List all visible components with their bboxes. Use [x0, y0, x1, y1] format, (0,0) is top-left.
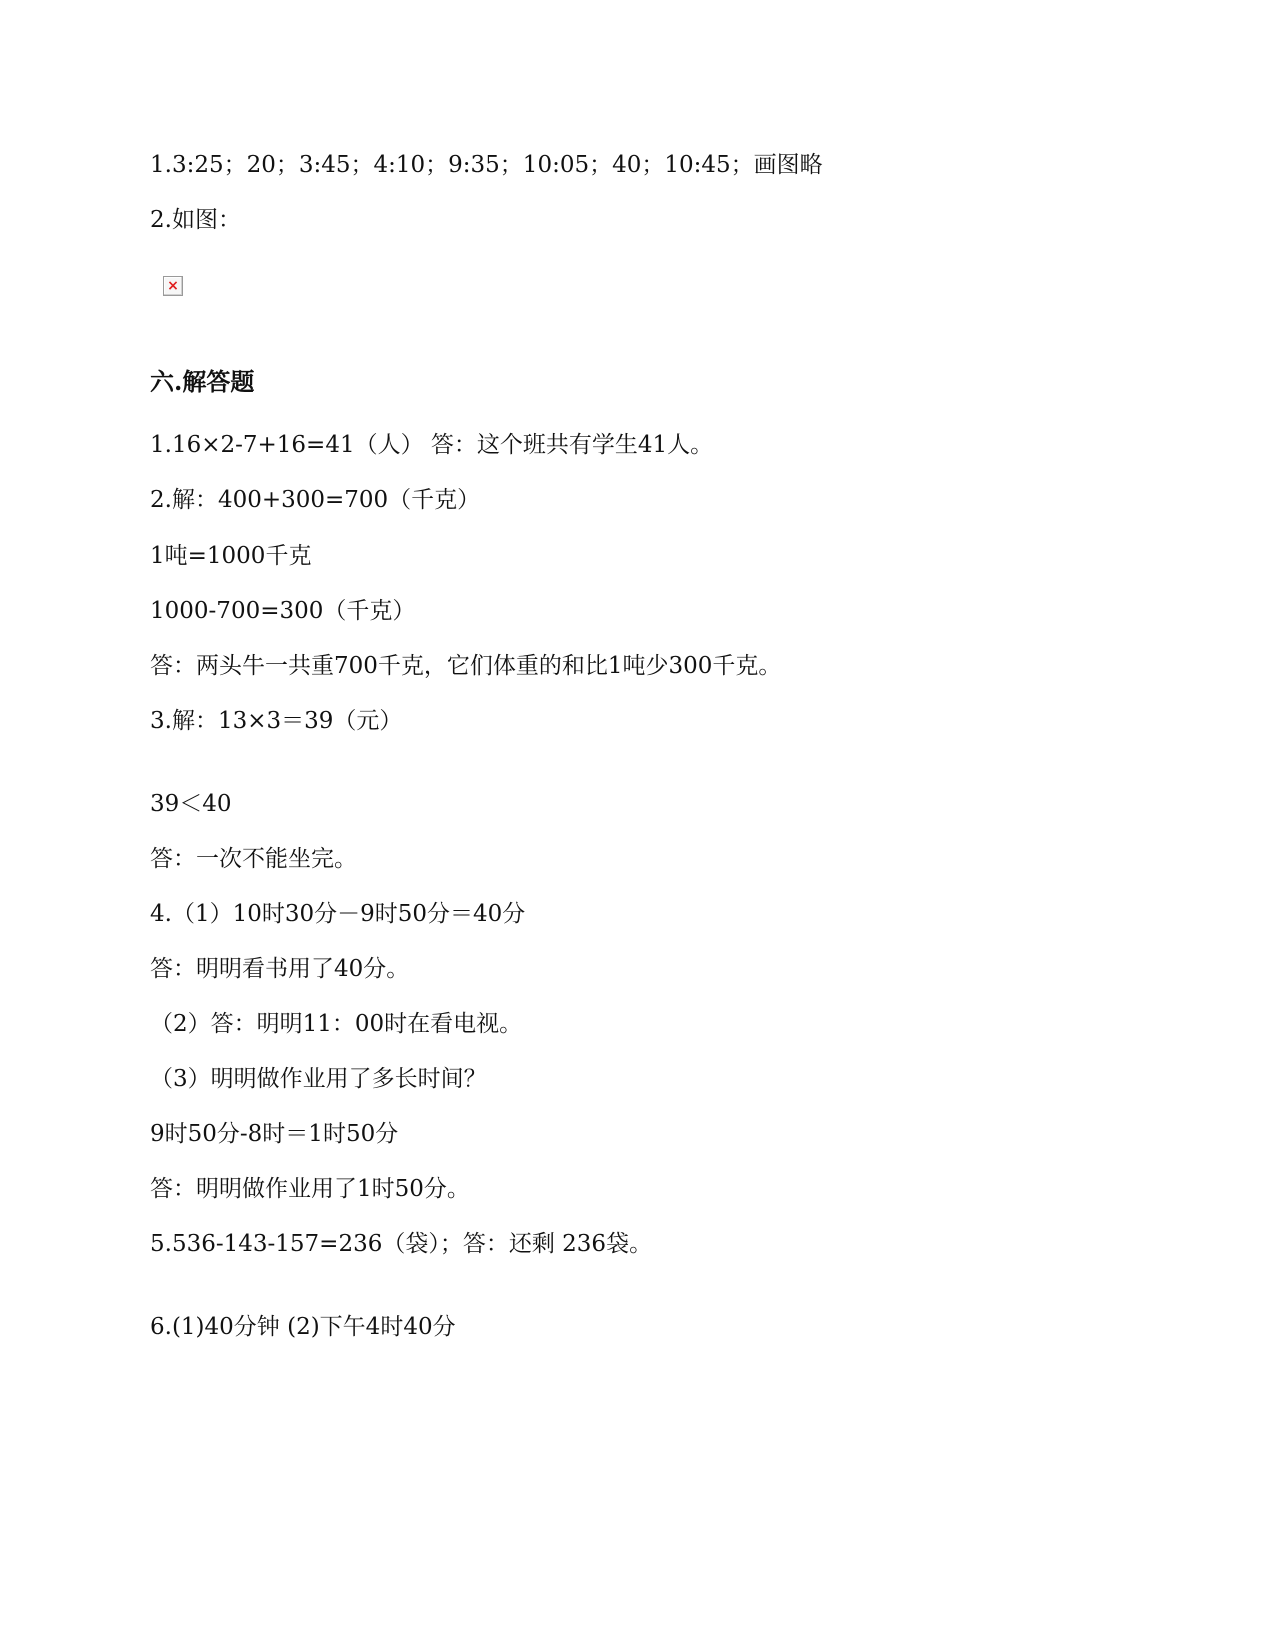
answer-line-2: 2.如图： — [150, 207, 241, 233]
broken-image-icon — [163, 276, 183, 296]
solution-line-3: 1吨=1000千克 — [150, 543, 312, 569]
solution-line-9: 4.（1）10时30分－9时50分＝40分 — [150, 901, 526, 927]
solution-line-2: 2.解：400+300=700（千克） — [150, 487, 481, 513]
section-heading: 六.解答题 — [150, 367, 255, 396]
solution-line-11: （2）答：明明11：00时在看电视。 — [150, 1011, 523, 1037]
solution-line-16: 6.(1)40分钟 (2)下午4时40分 — [150, 1314, 456, 1340]
answer-line-1: 1.3:25；20；3:45；4:10；9:35；10:05；40；10:45；画图略 — [150, 152, 823, 178]
solution-line-12: （3）明明做作业用了多长时间？ — [150, 1066, 487, 1092]
solution-line-8: 答：一次不能坐完。 — [150, 846, 357, 872]
solution-line-10: 答：明明看书用了40分。 — [150, 956, 410, 982]
solution-line-4: 1000-700=300（千克） — [150, 598, 416, 624]
solution-line-13: 9时50分-8时＝1时50分 — [150, 1121, 399, 1147]
broken-image-mark: × — [167, 278, 179, 294]
solution-line-6: 3.解：13×3＝39（元） — [150, 708, 403, 734]
solution-line-15: 5.536-143-157=236（袋）；答：还剩 236袋。 — [150, 1231, 653, 1257]
solution-line-1: 1.16×2-7+16=41（人） 答：这个班共有学生41人。 — [150, 432, 714, 458]
solution-line-7: 39＜40 — [150, 791, 232, 817]
solution-line-5: 答：两头牛一共重700千克，它们体重的和比1吨少300千克。 — [150, 653, 782, 679]
solution-line-14: 答：明明做作业用了1时50分。 — [150, 1176, 470, 1202]
